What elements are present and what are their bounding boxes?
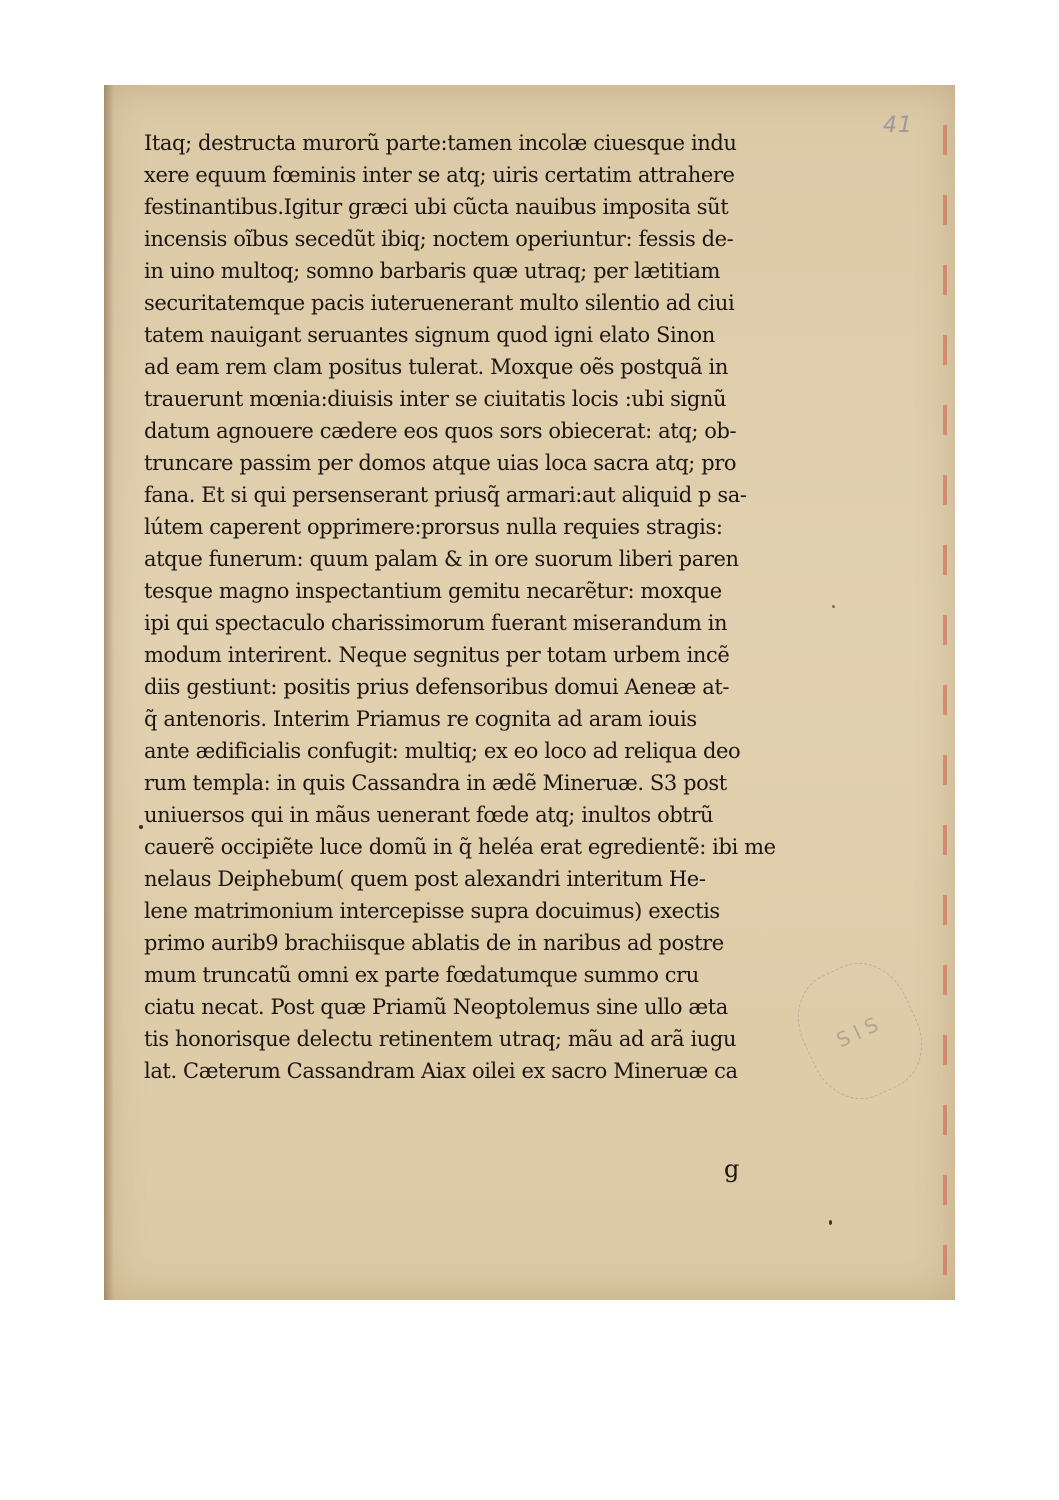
text-line: ciatu necat. Post quæ Priamũ Neoptolemus sine ullo æta: [144, 995, 728, 1019]
signature-mark: g: [724, 1155, 740, 1183]
text-line: atque funerum: quum palam & in ore suorum liberi paren: [144, 547, 739, 571]
text-line: primo aurib9 brachiisque ablatis de in naribus ad postre: [144, 931, 724, 955]
text-line: modum interirent. Neque segnitus per totam urbem incẽ: [144, 643, 730, 667]
text-line: lat. Cæterum Cassandram Aiax oilei ex sacro Mineruæ ca: [144, 1059, 738, 1083]
text-line: in uino multoq; somno barbaris quæ utraq; per lætitiam: [144, 259, 721, 283]
text-line: ante ædificialis confugit: multiq; ex eo loco ad reliqua deo: [144, 739, 741, 763]
text-line: securitatemque pacis iuteruenerant multo silentio ad ciui: [144, 291, 735, 315]
ink-speck: [829, 1220, 832, 1225]
text-line: tesque magno inspectantium gemitu necarẽtur: moxque: [144, 579, 722, 603]
text-line: rum templa: in quis Cassandra in ædẽ Mineruæ. S3 post: [144, 771, 727, 795]
folio-number: 41: [883, 113, 913, 138]
text-line: Itaq; destructa murorũ parte:tamen incolæ ciuesque indu: [144, 131, 737, 155]
text-line: cauerẽ occipiẽte luce domũ in q̃ heléa erat egredientẽ: ibi me: [144, 835, 776, 859]
text-line: tis honorisque delectu retinentem utraq; mãu ad arã iugu: [144, 1027, 737, 1051]
text-block: [144, 127, 824, 1087]
text-line: festinantibus.Igitur græci ubi cũcta nauibus imposita sũt: [144, 195, 729, 219]
text-line: diis gestiunt: positis prius defensoribus domui Aeneæ at-: [144, 675, 730, 699]
text-line: trauerunt mœnia:diuisis inter se ciuitatis locis :ubi signũ: [144, 387, 727, 411]
text-line: xere equum fœminis inter se atq; uiris certatim attrahere: [144, 163, 735, 187]
text-line: uniuersos qui in mãus uenerant fœde atq; inultos obtrũ: [144, 803, 714, 827]
library-stamp: SIS: [781, 948, 938, 1115]
page-edge-marks: [943, 85, 947, 1300]
text-line: nelaus Deiphebum( quem post alexandri interitum He-: [144, 867, 706, 891]
ink-speck: [832, 605, 835, 608]
text-line: ad eam rem clam positus tulerat. Moxque oẽs postquã in: [144, 355, 728, 379]
text-line: datum agnouere cædere eos quos sors obiecerat: atq; ob-: [144, 419, 737, 443]
text-line: q̃ antenoris. Interim Priamus re cognita ad aram iouis: [144, 707, 697, 731]
text-line: fana. Et si qui persenserant priusq̃ armari:aut aliquid p sa-: [144, 483, 747, 507]
text-line: tatem nauigant seruantes signum quod igni elato Sinon: [144, 323, 715, 347]
page-scan: [104, 85, 955, 1300]
ink-speck: [139, 825, 143, 829]
text-line: incensis oĩbus secedũt ibiq; noctem operiuntur: fessis de-: [144, 227, 734, 251]
text-line: truncare passim per domos atque uias loca sacra atq; pro: [144, 451, 737, 475]
text-line: lene matrimonium intercepisse supra docuimus) exectis: [144, 899, 720, 923]
text-line: mum truncatũ omni ex parte fœdatumque summo cru: [144, 963, 699, 987]
text-line: ipi qui spectaculo charissimorum fuerant miserandum in: [144, 611, 728, 635]
text-line: lútem caperent opprimere:prorsus nulla requies stragis:: [144, 515, 723, 539]
